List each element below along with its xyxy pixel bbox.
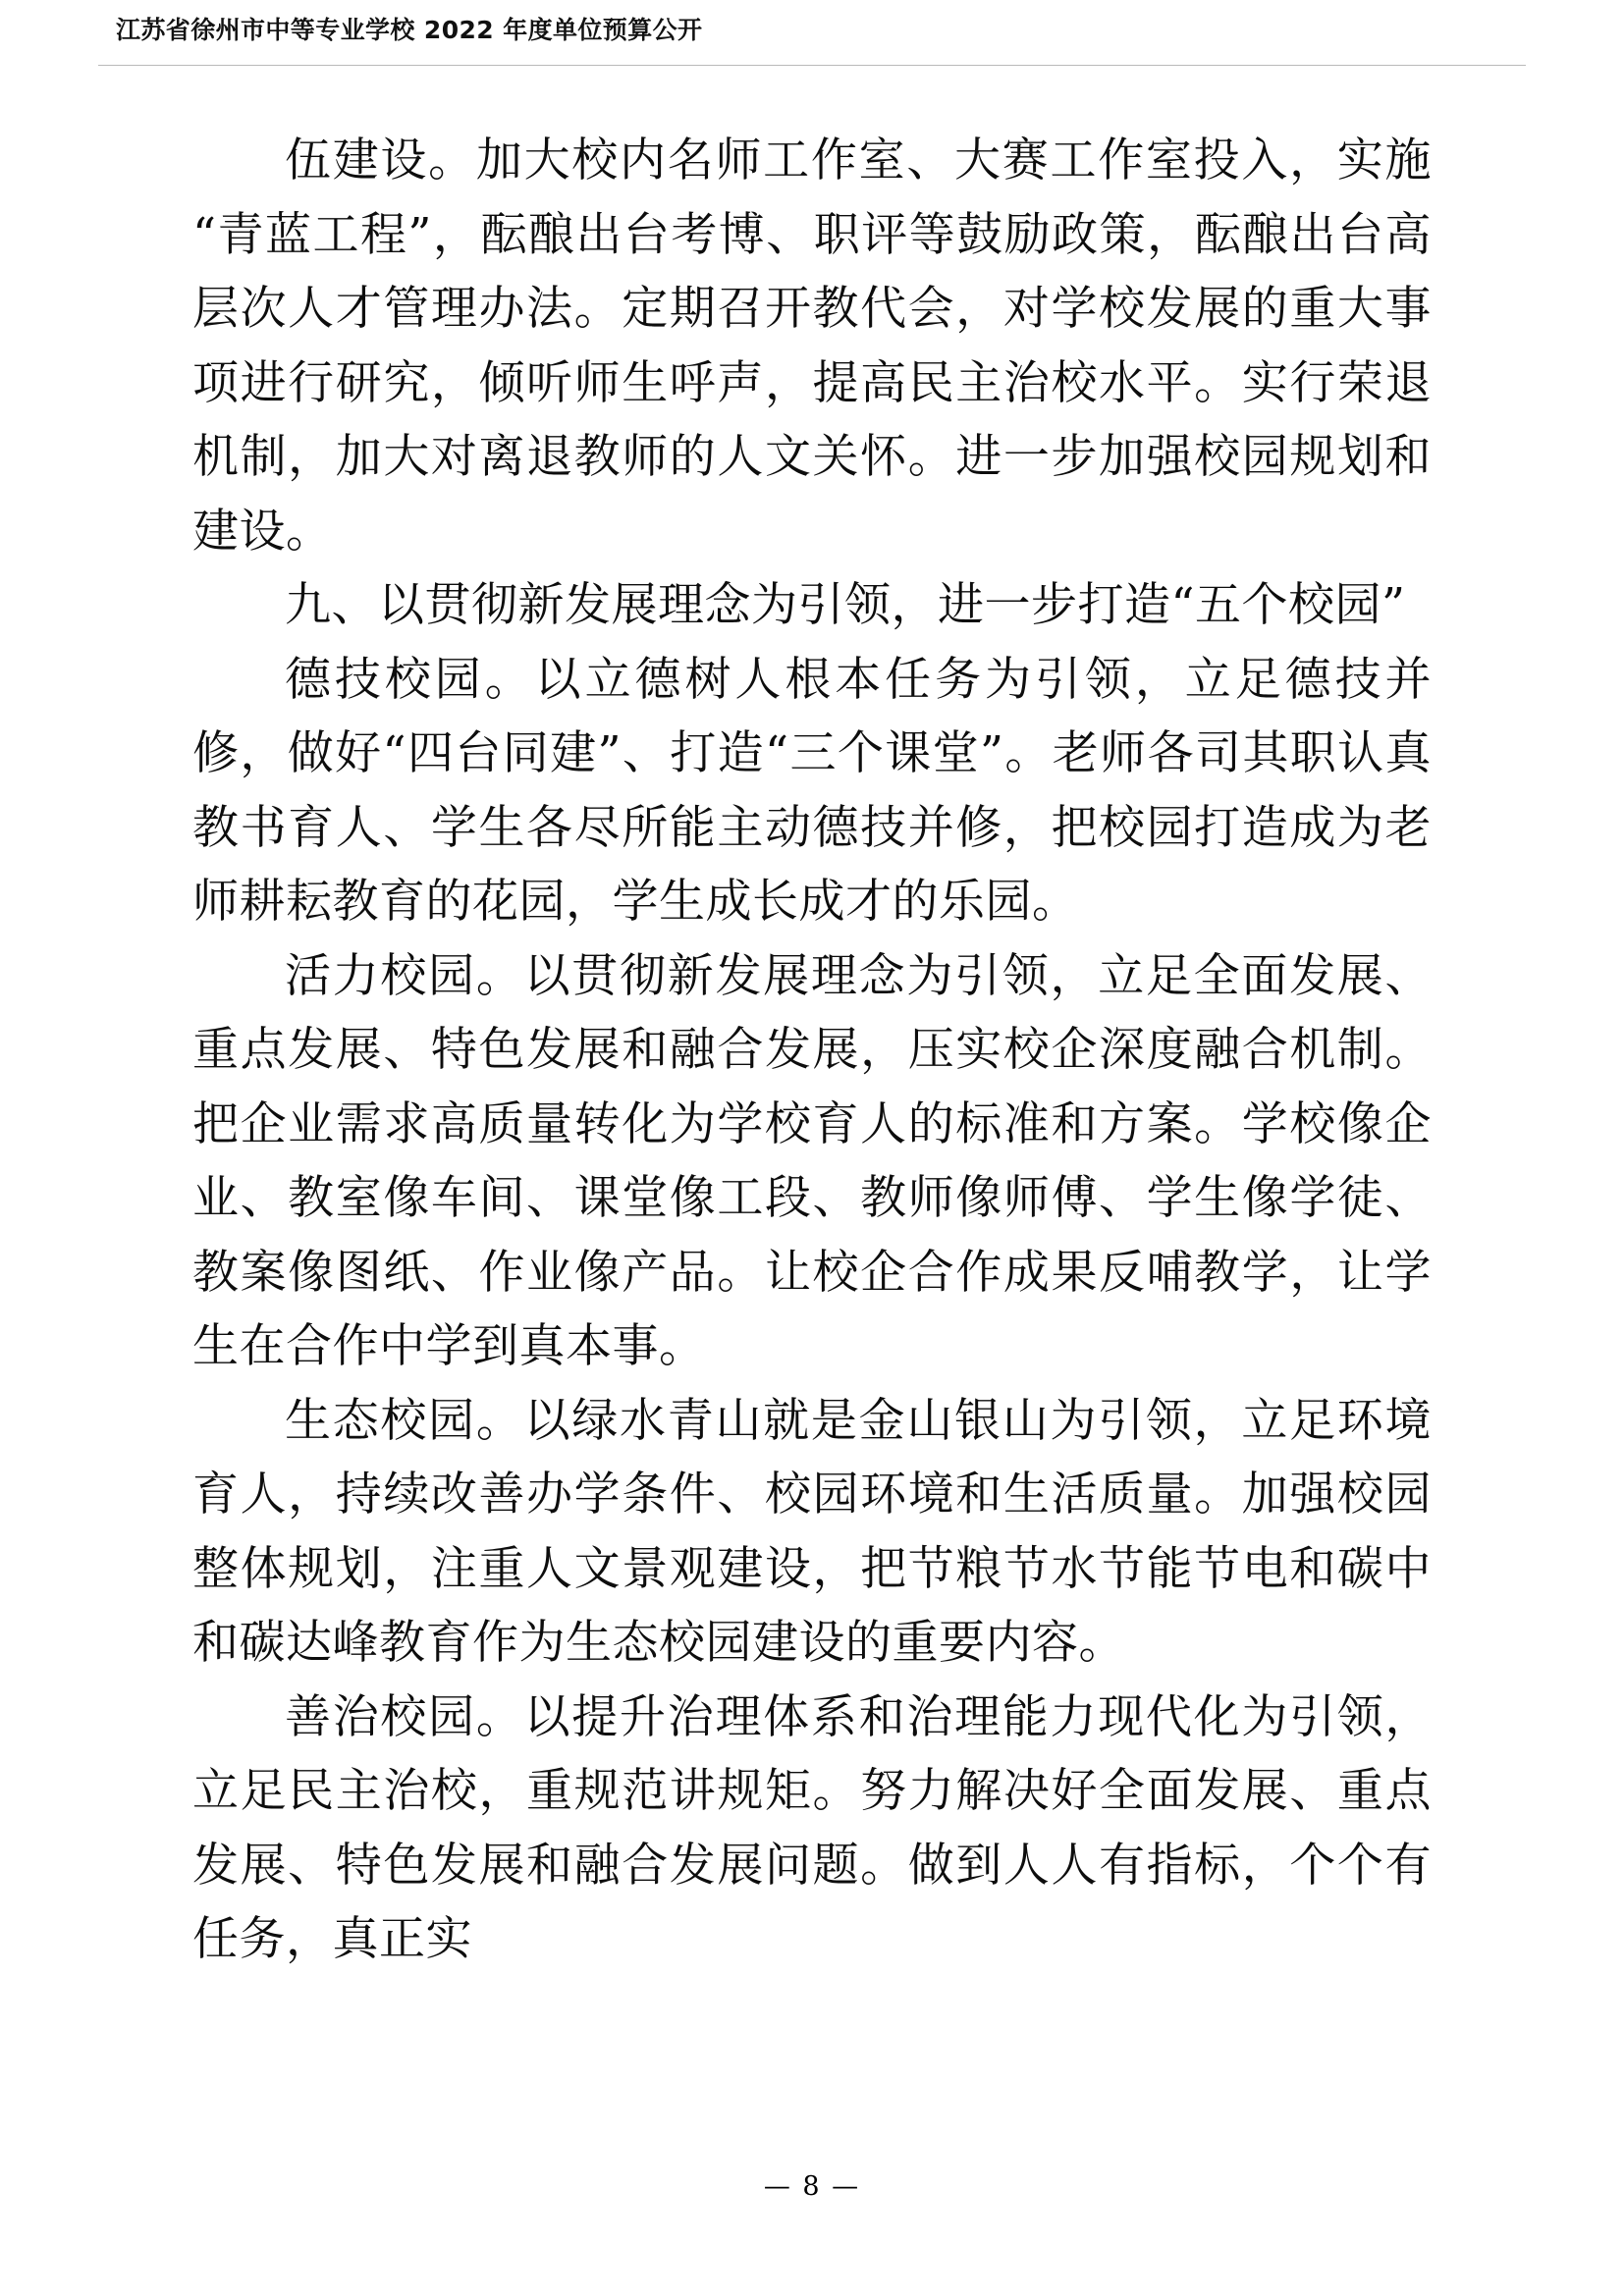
header-title: 江苏省徐州市中等专业学校 2022 年度单位预算公开 xyxy=(116,16,703,44)
page-number: — 8 — xyxy=(763,2171,861,2202)
paragraph-shanzhixiaoyuan: 善治校园。以提升治理体系和治理能力现代化为引领，立足民主治校，重规范讲规矩。努力解决好全面发展、重点发展、特色发展和融合发展问题。做到人人有指标，个个有任务，真正实 xyxy=(192,1689,1432,1966)
paragraph-dejixiaoyuan: 德技校园。以立德树人根本任务为引领，立足德技并修，做好“四台同建”、打造“三个课堂”。老师各司其职认真教书育人、学生各尽所能主动德技并修，把校园打造成为老师耕耘教育的花园，学生成长成才的乐园。 xyxy=(192,652,1432,929)
document-body xyxy=(192,124,1432,1977)
page-footer xyxy=(0,2171,1624,2203)
paragraph-huolixiaoyuan: 活力校园。以贯彻新发展理念为引领，立足全面发展、重点发展、特色发展和融合发展，压实校企深度融合机制。把企业需求高质量转化为学校育人的标准和方案。学校像企业、教室像车间、课堂像工段、教师像师傅、学生像学徒、教案像图纸、作业像产品。让校企合作成果反哺教学，让学生在合作中学到真本事。 xyxy=(192,948,1432,1373)
paragraph-shengtaixiaoyuan: 生态校园。以绿水青山就是金山银山为引领，立足环境育人，持续改善办学条件、校园环境和生活质量。加强校园整体规划，注重人文景观建设，把节粮节水节能节电和碳中和碳达峰教育作为生态校园建设的重要内容。 xyxy=(192,1393,1432,1670)
section-heading-nine: 九、以贯彻新发展理念为引领，进一步打造“五个校园” xyxy=(285,578,1406,632)
running-header xyxy=(0,0,1624,75)
header-divider xyxy=(98,65,1526,66)
paragraph-continued-team: 伍建设。加大校内名师工作室、大赛工作室投入，实施“青蓝工程”，酝酿出台考博、职评等鼓励政策，酝酿出台高层次人才管理办法。定期召开教代会，对学校发展的重大事项进行研究，倾听师生呼声，提高民主治校水平。实行荣退机制，加大对离退教师的人文关怀。进一步加强校园规划和建设。 xyxy=(192,133,1432,559)
